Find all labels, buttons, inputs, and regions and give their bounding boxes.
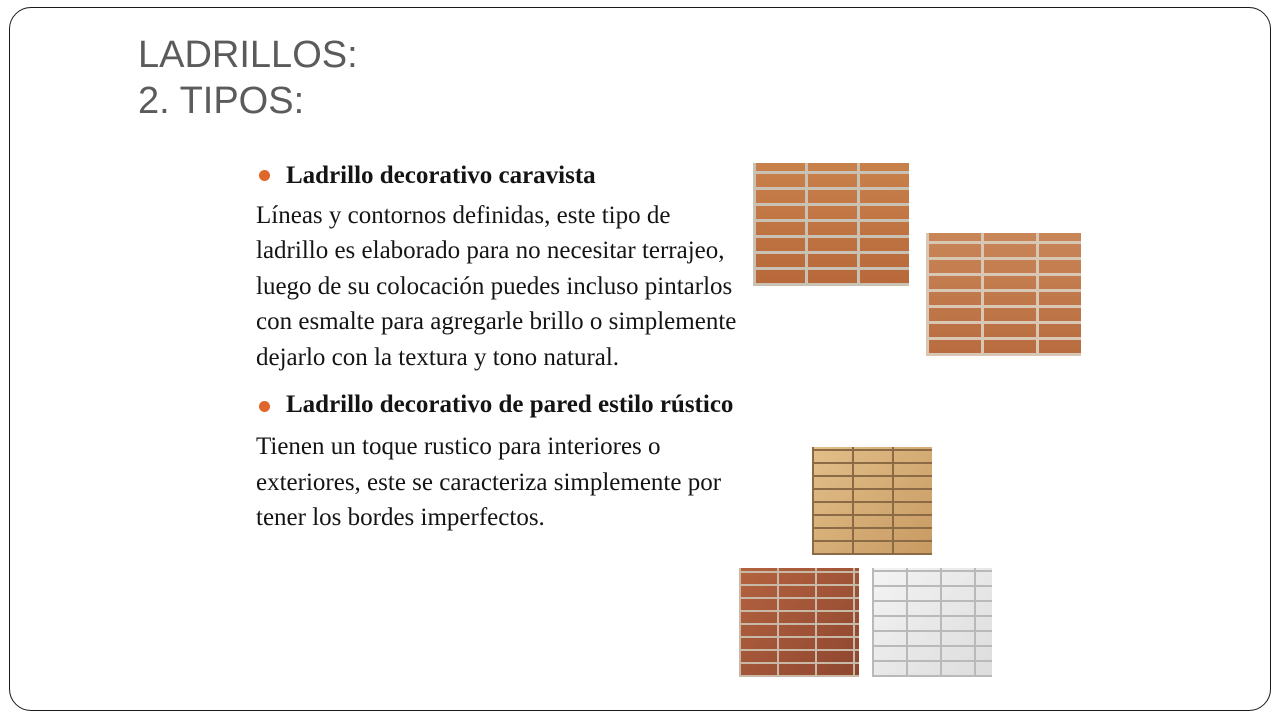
- bullet-dot-icon: [259, 170, 270, 181]
- rustic-brick-image-white: [872, 568, 992, 677]
- title-line-2: 2. TIPOS:: [138, 80, 305, 122]
- rustic-brick-image-red: [739, 568, 859, 677]
- bullet-heading-rustico: [256, 389, 746, 421]
- bullet-heading-caravista: [256, 158, 746, 194]
- paragraph-caravista: Líneas y contornos definidas, este tipo de ladrillo es elaborado para no necesitar terrajeo, luego de su colocación puedes incluso pintarlos con esmalte para agregarle brillo o simplemente dejarlo con la textura y tono natural.: [256, 201, 737, 371]
- slide-title: [138, 32, 358, 124]
- bullet-heading-text: Ladrillo decorativo caravista: [286, 162, 596, 189]
- title-line-1: LADRILLOS:: [138, 34, 358, 76]
- bullet-heading-text: Ladrillo decorativo de pared estilo rústico: [286, 391, 734, 418]
- paragraph-rustico: Tienen un toque rustico para interiores o exteriores, este se caracteriza simplemente por tener los bordes imperfectos.: [256, 433, 722, 531]
- rustic-brick-image-tan: [812, 447, 932, 555]
- caravista-brick-image-1: [753, 163, 909, 286]
- caravista-brick-image-2: [926, 233, 1081, 356]
- bullet-dot-icon: [259, 401, 270, 412]
- slide-content: [256, 158, 746, 536]
